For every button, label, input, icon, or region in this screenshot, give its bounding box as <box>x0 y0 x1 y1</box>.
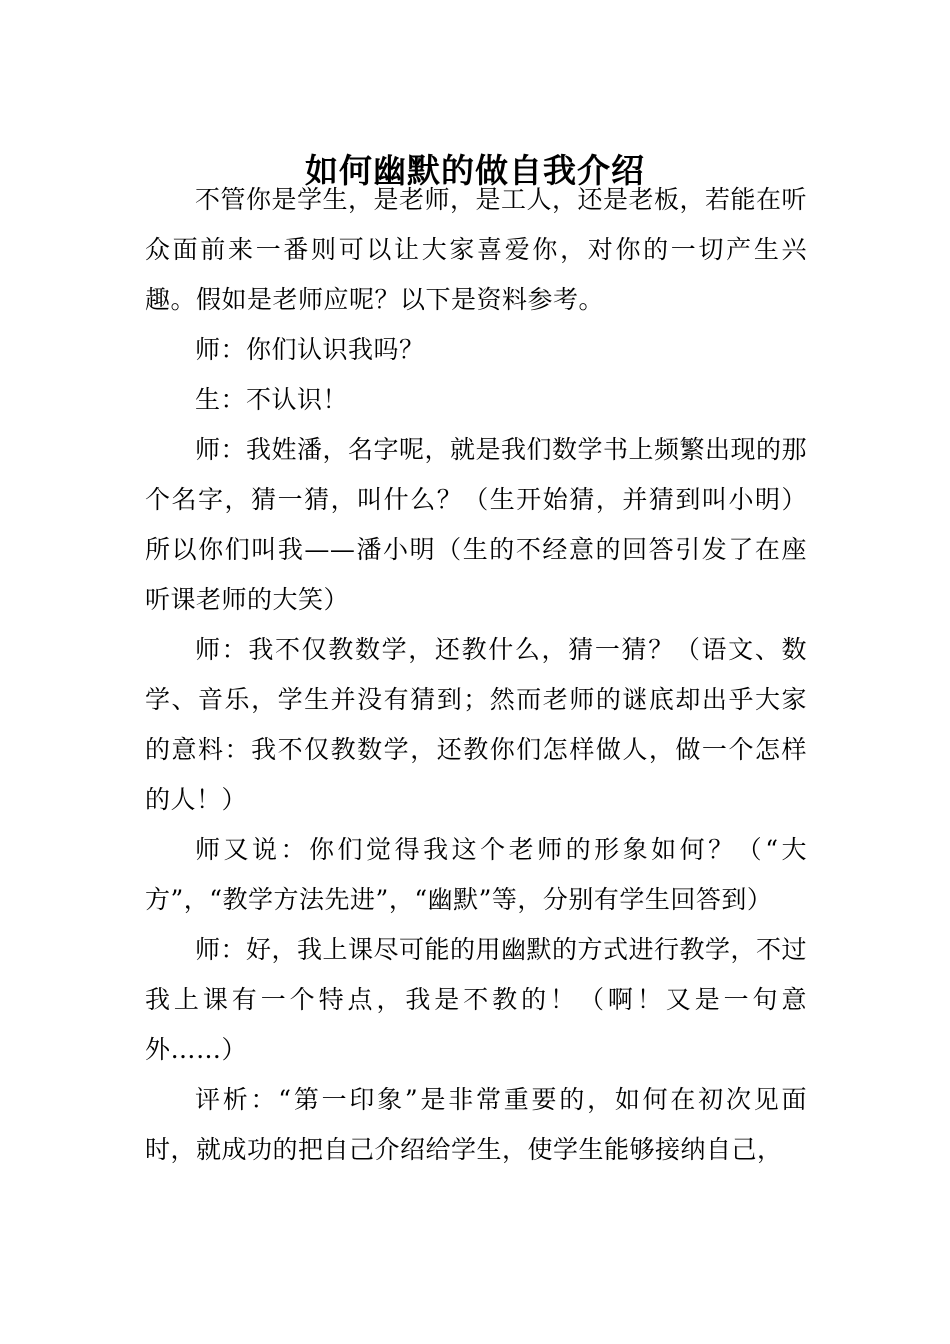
paragraph-dialogue-5: 师又说：你们觉得我这个老师的形象如何？（“大方”，“教学方法先进”，“幽默”等，分别有学生回答到） <box>145 835 807 914</box>
paragraph-dialogue-1: 师：你们认识我吗？ <box>195 335 425 364</box>
paragraph-dialogue-4: 师：我不仅教数学，还教什么，猜一猜？（语文、数学、音乐，学生并没有猜到；然而老师的谜底却出乎大家的意料：我不仅教数学，还教你们怎样做人，做一个怎样的人！） <box>145 635 807 814</box>
paragraph-dialogue-2: 生：不认识！ <box>195 385 349 414</box>
document-title: 如何幽默的做自我介绍 <box>305 151 645 191</box>
paragraph-dialogue-6: 师：好，我上课尽可能的用幽默的方式进行教学，不过我上课有一个特点，我是不教的！（啊！又是一句意外……） <box>145 935 808 1064</box>
paragraph-dialogue-3: 师：我姓潘，名字呢，就是我们数学书上频繁出现的那个名字，猜一猜，叫什么？（生开始猜，并猜到叫小明）所以你们叫我——潘小明（生的不经意的回答引发了在座听课老师的大笑） <box>145 435 808 614</box>
paragraph-intro: 不管你是学生，是老师，是工人，还是老板，若能在听众面前来一番则可以让大家喜爱你，对你的一切产生兴趣。假如是老师应呢？以下是资料参考。 <box>145 185 808 314</box>
paragraph-commentary: 评析：“第一印象”是非常重要的，如何在初次见面时，就成功的把自己介绍给学生，使学生能够接纳自己， <box>145 1085 807 1164</box>
document-body <box>145 175 807 1175</box>
